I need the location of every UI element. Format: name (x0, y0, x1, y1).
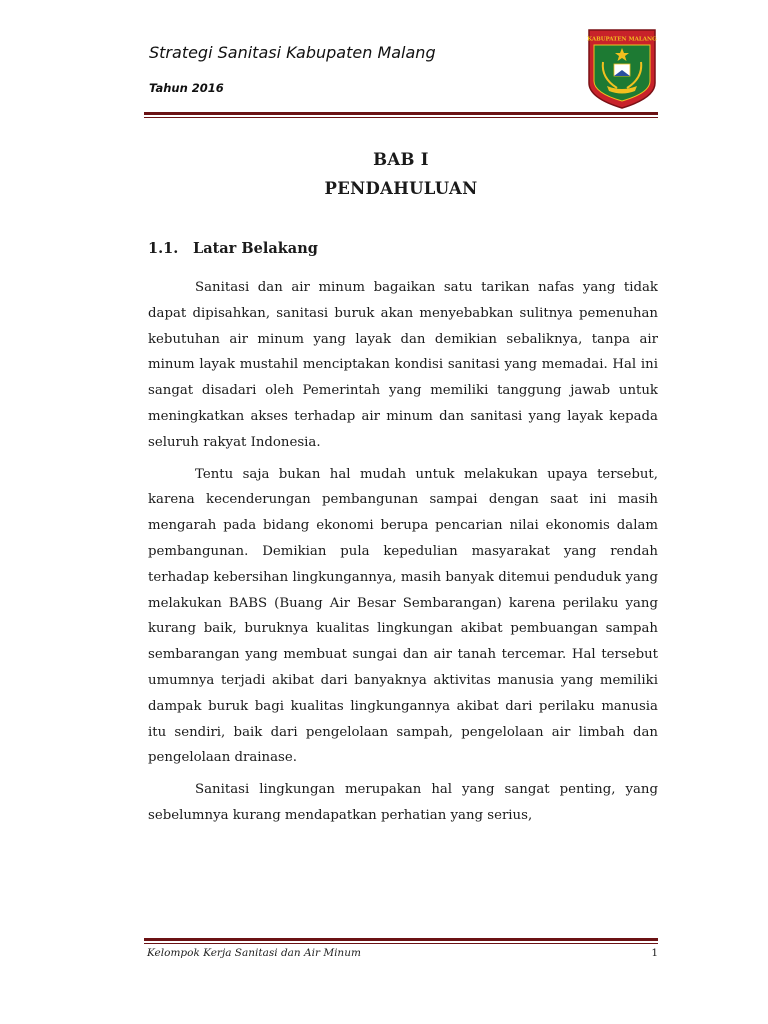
chapter-title: PENDAHULUAN (324, 179, 478, 198)
footer-text: Kelompok Kerja Sanitasi dan Air Minum (147, 947, 361, 959)
body-text (148, 275, 658, 835)
paragraph: Sanitasi dan air minum bagaikan satu tarikan nafas yang tidak dapat dipisahkan, sanitasi buruk akan menyebabkan sulitnya pemenuhan kebutuhan air minum yang layak dan demikian sebaliknya, tanpa air minum layak mustahil menciptakan kondisi sanitasi yang memadai. Hal ini sangat disadari oleh Pemerintah yang memiliki tanggung jawab untuk meningkatkan akses terhadap air minum dan sanitasi yang layak kepada seluruh rakyat Indonesia. (148, 280, 658, 450)
document-title: Strategi Sanitasi Kabupaten Malang (149, 43, 436, 62)
logo-text: KABUPATEN MALANG (587, 36, 657, 43)
document-year: Tahun 2016 (149, 81, 224, 95)
paragraph: Sanitasi lingkungan merupakan hal yang sangat penting, yang sebelumnya kurang mendapatkan perhatian yang serius, (148, 782, 658, 823)
paragraph: Tentu saja bukan hal mudah untuk melakukan upaya tersebut, karena kecenderungan pembangunan sampai dengan saat ini masih mengarah pada bidang ekonomi berupa pencarian nilai ekonomis dalam pembangunan. Demikian pula kepedulian masyarakat yang rendah terhadap kebersihan lingkungannya, masih banyak ditemui penduduk yang melakukan BABS (Buang Air Besar Sembarangan) karena perilaku yang kurang baik, buruknya kualitas lingkungan akibat pembuangan sampah sembarangan yang membuat sungai dan air tanah tercemar. Hal tersebut umumnya terjadi akibat dari banyaknya aktivitas manusia yang memiliki dampak buruk bagi kualitas lingkungannya akibat dari perilaku manusia itu sendiri, baik dari pengelolaan sampah, pengelolaan air limbah dan pengelolaan drainase. (148, 466, 658, 766)
page-number: 1 (651, 947, 658, 959)
footer-rule-thin (144, 943, 658, 944)
header-rule (144, 112, 658, 115)
section-title: Latar Belakang (193, 240, 318, 257)
section-number: 1.1. (148, 240, 179, 257)
chapter-number: BAB I (373, 150, 429, 169)
kabupaten-malang-logo (587, 28, 657, 110)
footer-rule (144, 938, 658, 941)
section-heading (148, 240, 318, 257)
header-rule-thin (144, 117, 658, 118)
